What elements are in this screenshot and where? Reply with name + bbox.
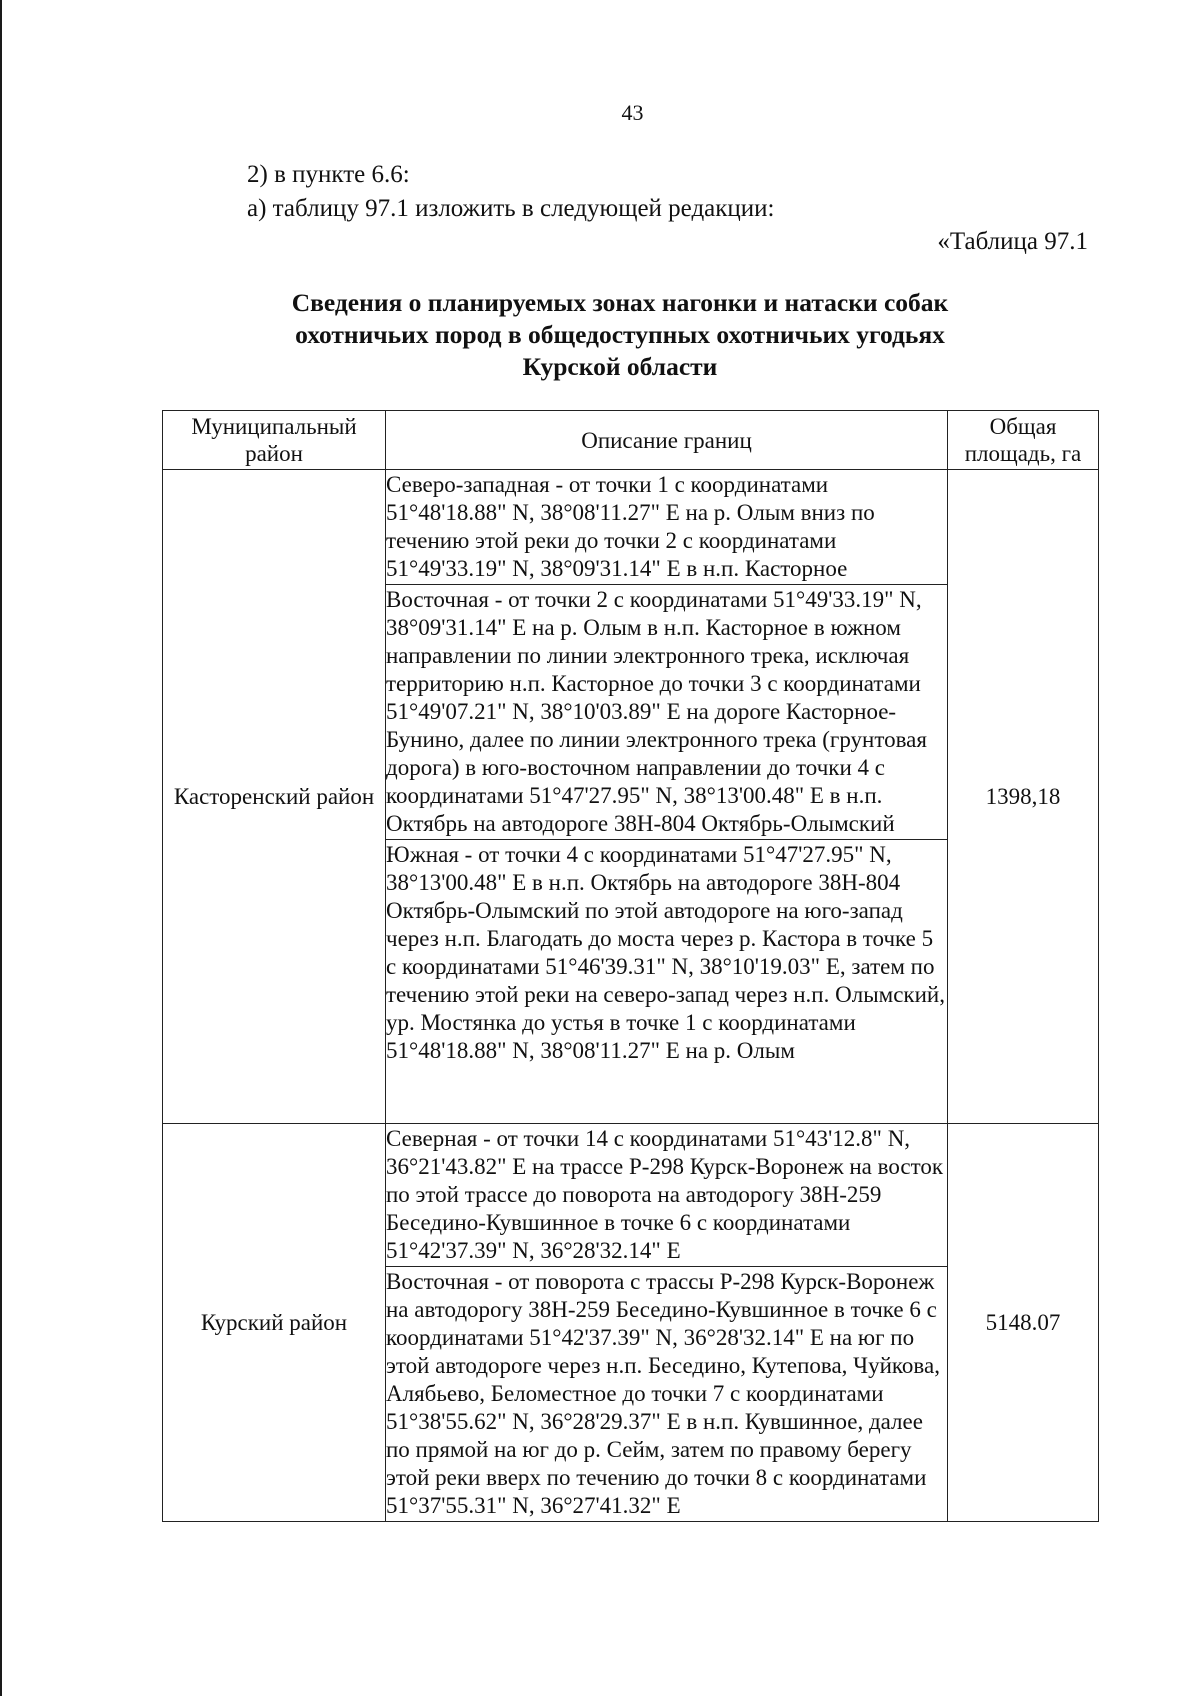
description-cell	[386, 470, 948, 1124]
document-title	[180, 287, 1060, 383]
district-cell: Курский район	[163, 1124, 386, 1522]
boundary-segment-north: Северная - от точки 14 с координатами 51°43'12.8" N, 36°21'43.82" Е на трассе Р-298 Курск-Воронеж на восток по этой трассе до поворота на автодорогу 38Н-259 Беседино-Кувшинное в точке 6 с координатами 51°42'37.39" N, 36°28'32.14" Е	[386, 1126, 944, 1263]
table-row-kastorensky	[163, 470, 1099, 1124]
district-cell: Касторенский район	[163, 470, 386, 1124]
boundary-segment-northwest: Северо-западная - от точки 1 с координатами 51°48'18.88" N, 38°08'11.27" Е на р. Олым вниз по течению этой реки до точки 2 с координатами 51°49'33.19" N, 38°09'31.14" Е в н.п. Касторное	[386, 472, 875, 581]
title-line-1: Сведения о планируемых зонах нагонки и натаски собак	[291, 288, 949, 317]
table-header-row	[163, 411, 1099, 470]
intro-line-1: 2) в пункте 6.6:	[247, 161, 410, 188]
area-cell: 1398,18	[948, 470, 1099, 1124]
header-description: Описание границ	[386, 411, 948, 470]
header-district: Муниципальный район	[163, 411, 386, 470]
boundary-segment-south: Южная - от точки 4 с координатами 51°47'27.95" N, 38°13'00.48" Е в н.п. Октябрь на автодороге 38Н-804 Октябрь-Олымский по этой автодороге на юго-запад через н.п. Благодать до моста через р. Кастора в точке 5 с координатами 51°46'39.31" N, 38°10'19.03" Е, затем по течению этой реки на северо-запад через н.п. Олымский, ур. Мостянка до устья в точке 1 с координатами 51°48'18.88" N, 38°08'11.27" Е на р. Олым	[386, 839, 947, 1123]
page-edge-line	[0, 0, 2, 1696]
boundary-segment-east: Восточная - от поворота с трассы Р-298 Курск-Воронеж на автодорогу 38Н-259 Беседино-Кувшинное в точке 6 с координатами 51°42'37.39" N, 36°28'32.14" Е на юг по этой автодороге через н.п. Беседино, Кутепова, Чуйкова, Алябьево, Беломестное до точки 7 с координатами 51°38'55.62" N, 36°28'29.37" Е в н.п. Кувшинное, далее по прямой на юг до р. Сейм, затем по правому берегу этой реки вверх по течению до точки 8 с координатами 51°37'55.31" N, 36°27'41.32" Е	[386, 1266, 947, 1521]
page-number: 43	[621, 100, 644, 125]
title-line-3: Курской области	[522, 352, 718, 381]
boundary-segment-east: Восточная - от точки 2 с координатами 51°49'33.19" N, 38°09'31.14" Е на р. Олым в н.п. Касторное в южном направлении по линии электронного трека, исключая территорию н.п. Касторное до точки 3 с координатами 51°49'07.21" N, 38°10'03.89" Е на дороге Касторное-Бунино, далее по линии электронного трека (грунтовая дорога) в юго-восточном направлении до точки 4 с координатами 51°47'27.95" N, 38°13'00.48" Е в н.п. Октябрь на автодороге 38Н-804 Октябрь-Олымский	[386, 584, 947, 839]
description-cell	[386, 1124, 948, 1522]
header-area: Общая площадь, га	[948, 411, 1099, 470]
title-line-2: охотничьих пород в общедоступных охотничьих угодьях	[295, 320, 945, 349]
area-cell: 5148.07	[948, 1124, 1099, 1522]
table-row-kursky	[163, 1124, 1099, 1522]
intro-line-2: а) таблицу 97.1 изложить в следующей редакции:	[247, 195, 775, 222]
table-label: «Таблица 97.1	[937, 228, 1088, 255]
zones-table	[162, 410, 1099, 1522]
